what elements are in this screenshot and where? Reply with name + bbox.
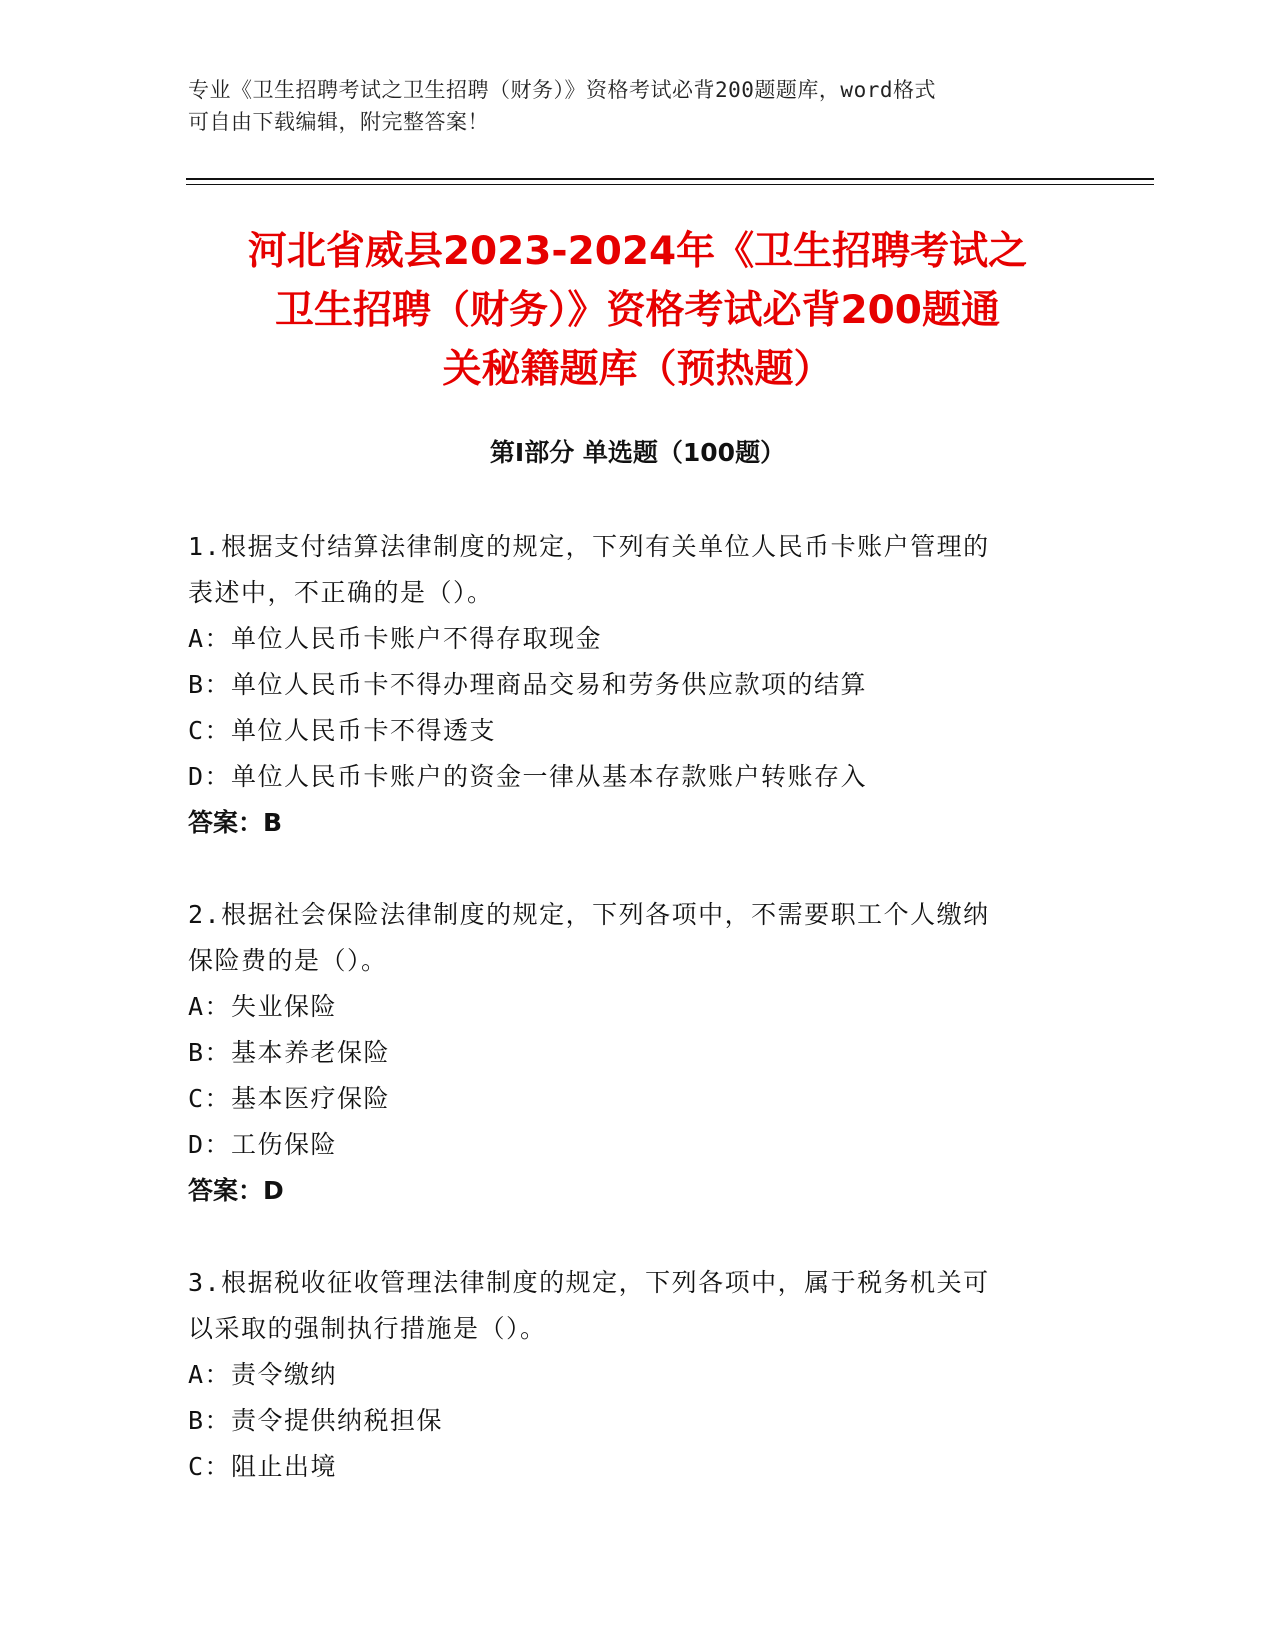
document-title-line-2: 卫生招聘（财务）》资格考试必背200题通 [275, 288, 1000, 333]
option-c: C：基本医疗保险 [188, 1084, 391, 1113]
question-stem: 1.根据支付结算法律制度的规定，下列有关单位人民币卡账户管理的 [188, 532, 990, 561]
option-d: D：工伤保险 [188, 1130, 338, 1159]
document-title-line-3: 关秘籍题库（预热题） [442, 347, 833, 392]
document-title-line-1: 河北省威县2023-2024年《卫生招聘考试之 [247, 229, 1028, 274]
question-3 [188, 1260, 1088, 1490]
header-divider-thin [186, 184, 1154, 185]
question-stem: 以采取的强制执行措施是（）。 [188, 1314, 547, 1343]
question-stem: 2.根据社会保险法律制度的规定，下列各项中，不需要职工个人缴纳 [188, 900, 990, 929]
question-2 [188, 892, 1088, 1214]
option-d: D：单位人民币卡账户的资金一律从基本存款账户转账存入 [188, 762, 868, 791]
question-stem: 3.根据税收征收管理法律制度的规定，下列各项中，属于税务机关可 [188, 1268, 990, 1297]
answer-label: 答案：B [188, 808, 283, 837]
question-stem: 保险费的是（）。 [188, 946, 388, 975]
question-stem: 表述中，不正确的是（）。 [188, 578, 494, 607]
option-c: C：单位人民币卡不得透支 [188, 716, 497, 745]
option-a: A：失业保险 [188, 992, 338, 1021]
header-note-line-1: 专业《卫生招聘考试之卫生招聘（财务）》资格考试必背200题题库，word格式 [188, 78, 936, 102]
option-b: B：单位人民币卡不得办理商品交易和劳务供应款项的结算 [188, 670, 868, 699]
header-note [188, 74, 1068, 138]
option-a: A：单位人民币卡账户不得存取现金 [188, 624, 603, 653]
header-divider-thick [186, 178, 1154, 180]
option-b: B：责令提供纳税担保 [188, 1406, 444, 1435]
answer-label: 答案：D [188, 1176, 284, 1205]
header-note-line-2: 可自由下载编辑，附完整答案！ [188, 110, 489, 134]
option-c: C：阻止出境 [188, 1452, 338, 1481]
question-list [188, 524, 1088, 1536]
document-title [150, 222, 1125, 399]
section-title: 第Ⅰ部分 单选题（100题） [489, 438, 786, 467]
option-a: A：责令缴纳 [188, 1360, 338, 1389]
option-b: B：基本养老保险 [188, 1038, 391, 1067]
question-1 [188, 524, 1088, 846]
